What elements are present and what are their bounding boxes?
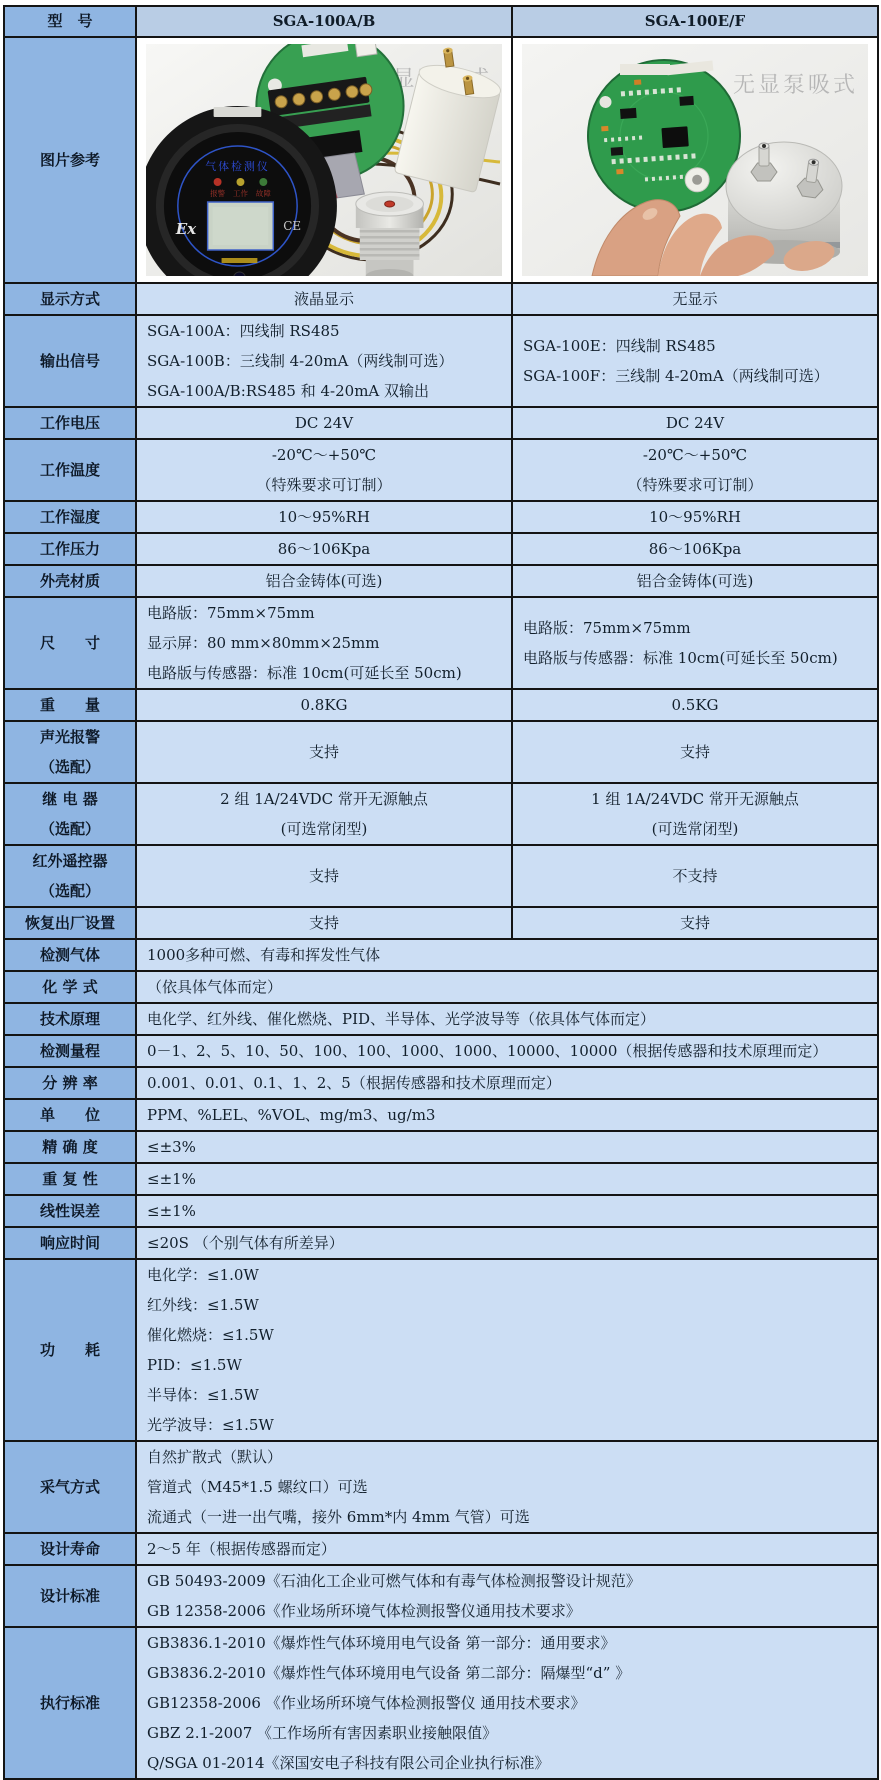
device-title-text: 气体检测仪 bbox=[205, 159, 270, 174]
row-label: 红外遥控器 （选配） bbox=[4, 845, 136, 907]
table-row bbox=[4, 1565, 878, 1627]
spec-table bbox=[3, 5, 879, 1780]
model-name-ab: SGA-100A/B bbox=[136, 6, 512, 37]
table-row bbox=[4, 1163, 878, 1195]
spec-value-right: 0.5KG bbox=[512, 689, 878, 721]
spec-value-left: 电路版：75mm×75mm 显示屏：80 mm×80mm×25mm 电路版与传感器：标准 10cm(可延长至 50cm) bbox=[136, 597, 512, 689]
table-row bbox=[4, 689, 878, 721]
table-row bbox=[4, 407, 878, 439]
spec-value-full: （依具体气体而定） bbox=[136, 971, 878, 1003]
spec-value-full: GB3836.1-2010《爆炸性气体环境用电气设备 第一部分：通用要求》 GB3836.2-2010《爆炸性气体环境用电气设备 第二部分：隔爆型“d” 》 GB12358-2006 《作业场所环境气体检测报警仪 通用技术要求》 GBZ 2.1-2007 《工作场所有害因素职业接触限值》 Q/SGA 01-2014《深国安电子科技有限公司企业执行标准》 bbox=[136, 1627, 878, 1779]
row-label: 重 复 性 bbox=[4, 1163, 136, 1195]
spec-value-left: 2 组 1A/24VDC 常开无源触点 (可选常闭型) bbox=[136, 783, 512, 845]
row-label: 检测量程 bbox=[4, 1035, 136, 1067]
table-row bbox=[4, 283, 878, 315]
led-label: 故障 bbox=[255, 188, 271, 199]
spec-value-full: 电化学：≤1.0W 红外线：≤1.5W 催化燃烧：≤1.5W PID：≤1.5W 半导体：≤1.5W 光学波导：≤1.5W bbox=[136, 1259, 878, 1441]
table-row bbox=[4, 1131, 878, 1163]
table-row bbox=[4, 1195, 878, 1227]
product-photo-ab-illustration bbox=[146, 44, 502, 276]
table-row bbox=[4, 439, 878, 501]
spec-value-right: 1 组 1A/24VDC 常开无源触点 (可选常闭型) bbox=[512, 783, 878, 845]
row-label: 精 确 度 bbox=[4, 1131, 136, 1163]
row-label: 功 耗 bbox=[4, 1259, 136, 1441]
spec-value-left: 0.8KG bbox=[136, 689, 512, 721]
spec-value-left: 10～95%RH bbox=[136, 501, 512, 533]
spec-value-left: 液晶显示 bbox=[136, 283, 512, 315]
led-work bbox=[236, 178, 244, 186]
brand-mark bbox=[222, 258, 258, 263]
spec-value-left: 铝合金铸体(可选) bbox=[136, 565, 512, 597]
row-label: 重 量 bbox=[4, 689, 136, 721]
row-label: 输出信号 bbox=[4, 315, 136, 407]
spec-value-left: 支持 bbox=[136, 845, 512, 907]
row-label: 设计标准 bbox=[4, 1565, 136, 1627]
table-row bbox=[4, 907, 878, 939]
row-label: 继 电 器 （选配） bbox=[4, 783, 136, 845]
spec-value-full: 电化学、红外线、催化燃烧、PID、半导体、光学波导等（依具体气体而定） bbox=[136, 1003, 878, 1035]
table-row bbox=[4, 315, 878, 407]
spec-value-left: 支持 bbox=[136, 721, 512, 783]
led-label: 工作 bbox=[233, 188, 248, 199]
red-indicator bbox=[385, 201, 395, 207]
table-row bbox=[4, 783, 878, 845]
led-label: 报警 bbox=[210, 188, 226, 199]
table-row bbox=[4, 1441, 878, 1533]
spec-value-full: PPM、%LEL、%VOL、mg/m3、ug/m3 bbox=[136, 1099, 878, 1131]
row-label: 工作湿度 bbox=[4, 501, 136, 533]
model-name-ef: SGA-100E/F bbox=[512, 6, 878, 37]
spec-value-right: 铝合金铸体(可选) bbox=[512, 565, 878, 597]
product-photo-ef bbox=[512, 37, 878, 283]
spec-value-right: DC 24V bbox=[512, 407, 878, 439]
row-label: 恢复出厂设置 bbox=[4, 907, 136, 939]
row-label: 采气方式 bbox=[4, 1441, 136, 1533]
row-label: 工作温度 bbox=[4, 439, 136, 501]
table-row bbox=[4, 1035, 878, 1067]
product-photo-ef-illustration bbox=[522, 44, 868, 276]
table-row bbox=[4, 721, 878, 783]
spec-value-full: ≤±3% bbox=[136, 1131, 878, 1163]
row-label: 声光报警 （选配） bbox=[4, 721, 136, 783]
table-row bbox=[4, 939, 878, 971]
metal-sensor bbox=[356, 192, 424, 276]
ex-mark: Ex bbox=[175, 219, 197, 239]
table-row bbox=[4, 1533, 878, 1565]
table-row bbox=[4, 501, 878, 533]
spec-value-right: 10～95%RH bbox=[512, 501, 878, 533]
spec-value-left: 支持 bbox=[136, 907, 512, 939]
led-fault bbox=[259, 178, 267, 186]
table-row bbox=[4, 1627, 878, 1779]
row-label: 外壳材质 bbox=[4, 565, 136, 597]
table-row bbox=[4, 971, 878, 1003]
spec-value-full: 1000多种可燃、有毒和挥发性气体 bbox=[136, 939, 878, 971]
row-label: 响应时间 bbox=[4, 1227, 136, 1259]
row-label: 线性误差 bbox=[4, 1195, 136, 1227]
spec-value-right: -20℃～+50℃ （特殊要求可订制） bbox=[512, 439, 878, 501]
spec-value-full: ≤±1% bbox=[136, 1195, 878, 1227]
table-row bbox=[4, 1099, 878, 1131]
spec-value-left: SGA-100A：四线制 RS485 SGA-100B：三线制 4-20mA（两线制可选） SGA-100A/B:RS485 和 4-20mA 双输出 bbox=[136, 315, 512, 407]
row-label: 化 学 式 bbox=[4, 971, 136, 1003]
row-label: 工作电压 bbox=[4, 407, 136, 439]
spec-value-left: 86～106Kpa bbox=[136, 533, 512, 565]
row-label: 检测气体 bbox=[4, 939, 136, 971]
image-row bbox=[4, 37, 878, 283]
row-label: 执行标准 bbox=[4, 1627, 136, 1779]
spec-value-right: 86～106Kpa bbox=[512, 533, 878, 565]
row-label: 设计寿命 bbox=[4, 1533, 136, 1565]
spec-value-right: 不支持 bbox=[512, 845, 878, 907]
spec-value-full: ≤±1% bbox=[136, 1163, 878, 1195]
table-row bbox=[4, 1259, 878, 1441]
row-label: 工作压力 bbox=[4, 533, 136, 565]
table-row bbox=[4, 845, 878, 907]
spec-value-full: ≤20S （个别气体有所差异） bbox=[136, 1227, 878, 1259]
header-row bbox=[4, 6, 878, 37]
table-row bbox=[4, 1067, 878, 1099]
table-row bbox=[4, 565, 878, 597]
spec-value-left: -20℃～+50℃ （特殊要求可订制） bbox=[136, 439, 512, 501]
spec-value-full: 0－1、2、5、10、50、100、100、1000、1000、10000、10000（根据传感器和技术原理而定） bbox=[136, 1035, 878, 1067]
led-alarm bbox=[214, 178, 222, 186]
spec-value-full: GB 50493-2009《石油化工企业可燃气体和有毒气体检测报警设计规范》 GB 12358-2006《作业场所环境气体检测报警仪通用技术要求》 bbox=[136, 1565, 878, 1627]
table-row bbox=[4, 1227, 878, 1259]
spec-value-full: 0.001、0.01、0.1、1、2、5（根据传感器和技术原理而定） bbox=[136, 1067, 878, 1099]
spec-value-full: 自然扩散式（默认） 管道式（M45*1.5 螺纹口）可选 流通式（一进一出气嘴，接外 6mm*内 4mm 气管）可选 bbox=[136, 1441, 878, 1533]
product-photo-ab bbox=[136, 37, 512, 283]
spec-value-right: 支持 bbox=[512, 721, 878, 783]
table-row bbox=[4, 597, 878, 689]
spec-value-right: 支持 bbox=[512, 907, 878, 939]
image-row-label: 图片参考 bbox=[4, 37, 136, 283]
watermark-right: 无显泵吸式 bbox=[732, 73, 858, 98]
row-label: 显示方式 bbox=[4, 283, 136, 315]
row-label: 分 辨 率 bbox=[4, 1067, 136, 1099]
ce-mark: CE bbox=[283, 218, 302, 234]
table-row bbox=[4, 1003, 878, 1035]
spec-value-left: DC 24V bbox=[136, 407, 512, 439]
row-label: 尺 寸 bbox=[4, 597, 136, 689]
model-label: 型 号 bbox=[4, 6, 136, 37]
spec-value-right: SGA-100E：四线制 RS485 SGA-100F：三线制 4-20mA（两线制可选） bbox=[512, 315, 878, 407]
row-label: 技术原理 bbox=[4, 1003, 136, 1035]
spec-value-right: 无显示 bbox=[512, 283, 878, 315]
spec-value-full: 2～5 年（根据传感器而定） bbox=[136, 1533, 878, 1565]
table-row bbox=[4, 533, 878, 565]
spec-value-right: 电路版：75mm×75mm 电路版与传感器：标准 10cm(可延长至 50cm) bbox=[512, 597, 878, 689]
row-label: 单 位 bbox=[4, 1099, 136, 1131]
